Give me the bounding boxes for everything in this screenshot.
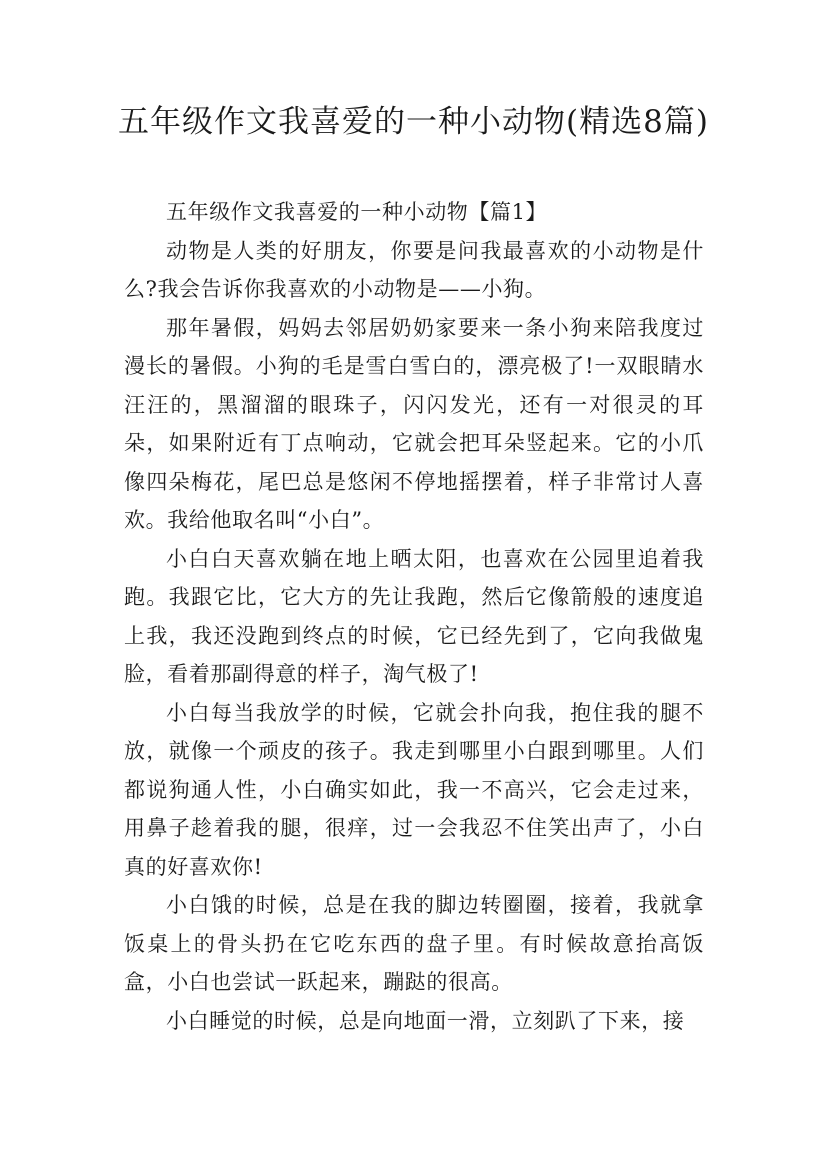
paragraph-1: 动物是人类的好朋友，你要是问我最喜欢的小动物是什么?我会告诉你我喜欢的小动物是——小狗。 (124, 238, 704, 301)
paragraph-3: 小白白天喜欢躺在地上晒太阳，也喜欢在公园里追着我跑。我跟它比，它大方的先让我跑，然后它像箭般的速度追上我，我还没跑到终点的时候，它已经先到了，它向我做鬼脸，看着那副得意的样子，淘气极了! (124, 546, 704, 686)
document-body (124, 193, 704, 1040)
paragraph-4: 小白每当我放学的时候，它就会扑向我，抱住我的腿不放，就像一个顽皮的孩子。我走到哪里小白跟到哪里。人们都说狗通人性，小白确实如此，我一不高兴，它会走过来，用鼻子趁着我的腿，很痒，过一会我忍不住笑出声了，小白真的好喜欢你! (124, 700, 704, 879)
paragraph-2: 那年暑假，妈妈去邻居奶奶家要来一条小狗来陪我度过漫长的暑假。小狗的毛是雪白雪白的，漂亮极了!一双眼睛水汪汪的，黑溜溜的眼珠子，闪闪发光，还有一对很灵的耳朵，如果附近有丁点响动，它就会把耳朵竖起来。它的小爪像四朵梅花，尾巴总是悠闲不停地摇摆着，样子非常讨人喜欢。我给他取名叫“小白”。 (124, 315, 704, 532)
section-subheading: 五年级作文我喜爱的一种小动物【篇1】 (166, 200, 548, 224)
paragraph-5: 小白饿的时候，总是在我的脚边转圈圈，接着，我就拿饭桌上的骨头扔在它吃东西的盘子里。有时候故意抬高饭盒，小白也尝试一跃起来，蹦跶的很高。 (124, 893, 704, 994)
document-title: 五年级作文我喜爱的一种小动物(精选8篇) (118, 104, 709, 140)
paragraph-6: 小白睡觉的时候，总是向地面一滑，立刻趴了下来，接 (166, 1008, 685, 1033)
